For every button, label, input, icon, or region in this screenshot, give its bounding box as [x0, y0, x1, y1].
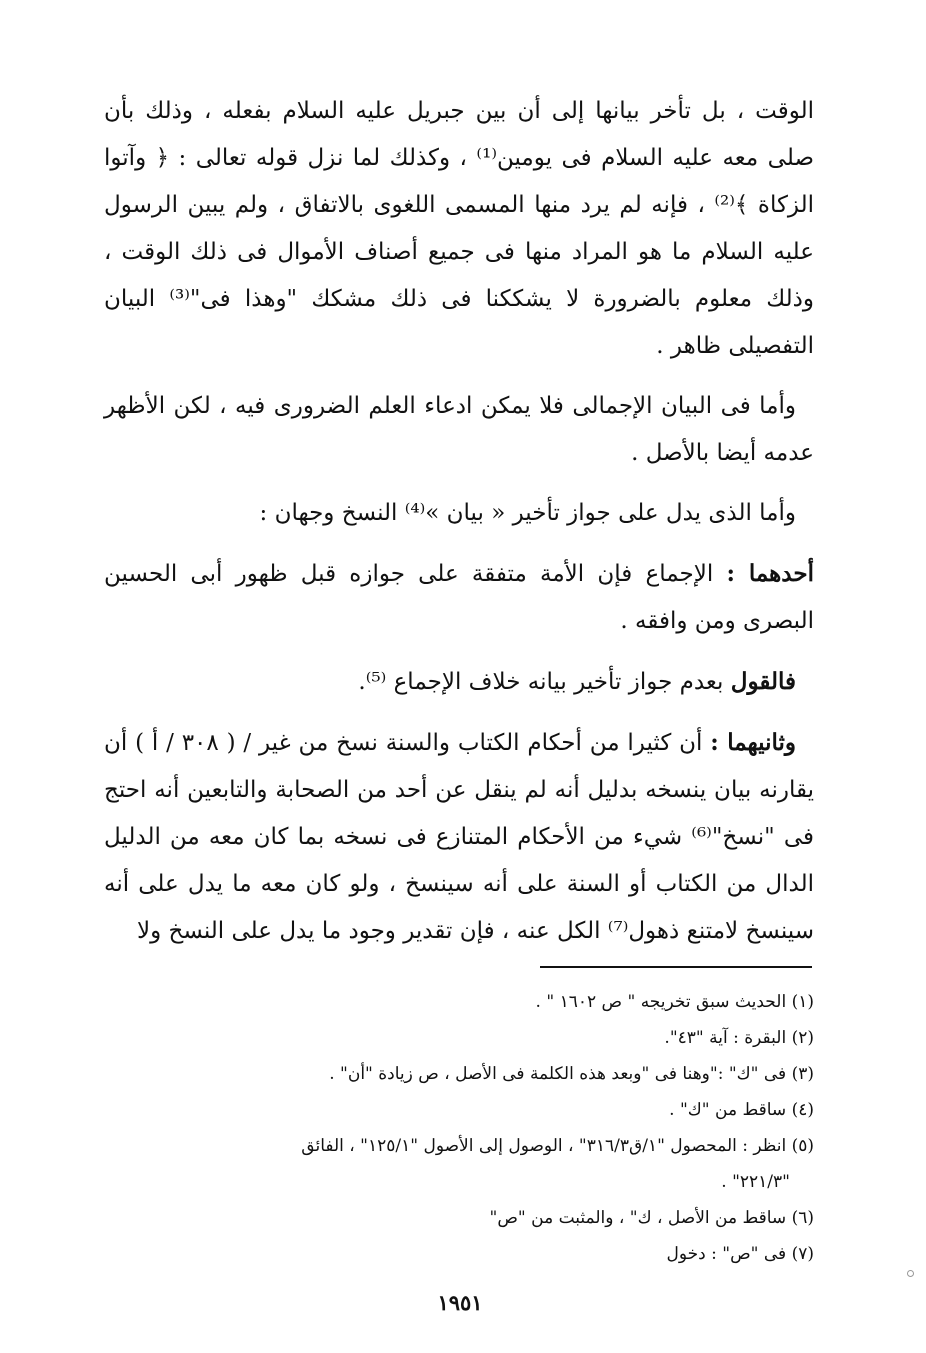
paragraph-6-lead: وثانيهما :	[710, 729, 797, 756]
paragraph-5-text: بعدم جواز تأخير بيانه خلاف الإجماع ⁽⁵⁾.	[358, 669, 731, 695]
footnote-7: (٧) فى "ص" : دخول	[666, 1244, 814, 1264]
paragraph-5-lead: فالقول	[730, 668, 796, 695]
footnote-6: (٦) ساقط من الأصل ، ك" ، والمثبت من "ص"	[489, 1208, 814, 1228]
paragraph-3: وأما الذى يدل على جواز تأخير « بيان »⁽⁴⁾ النسخ وجهان :	[259, 500, 796, 526]
paragraph-4-text: الإجماع فإن الأمة متفقة على جوازه قبل ظهور أبى الحسين البصرى ومن وافقه .	[104, 561, 814, 634]
page-number: ١٩٥١	[437, 1290, 483, 1315]
paragraph-6-text: أن كثيرا من أحكام الكتاب والسنة نسخ من غير / ( ٣٠٨ / أ ) أن يقارنه بيان ينسخه بدليل أنه لم ينقل عن أحد من الصحابة والتابعين أنه احتج فى "نسخ"⁽⁶⁾ شيء من الأحكام المتنازع فى نسخه بما كان معه من الدليل الدال من الكتاب أو السنة على أنه سينسخ ، ولو كان معه ما يدل على أنه سينسخ لامتنع ذهول⁽⁷⁾ الكل عنه ، فإن تقدير وجود ما يدل على النسخ ولا	[104, 730, 814, 944]
footnote-1: (١) الحديث سبق تخريجه " ص ١٦٠٢ " .	[535, 992, 814, 1012]
footnote-2: (٢) البقرة : آية "٤٣".	[664, 1028, 814, 1048]
paragraph-6	[104, 719, 814, 955]
footnote-5: (٥) انظر : المحصول "١/ق٣١٦/٣" ، الوصول إلى الأصول "١٢٥/١" ، الفائق	[301, 1136, 814, 1156]
paragraph-1: الوقت ، بل تأخر بيانها إلى أن بين جبريل عليه السلام بفعله ، وذلك بأن صلى معه عليه السلام فى يومين⁽¹⁾ ، وكذلك لما نزل قوله تعالى : ﴿ وآتوا الزكاة ﴾⁽²⁾ ، فإنه لم يرد منها المسمى اللغوى بالاتفاق ، ولم يبين الرسول عليه السلام ما هو المراد منها فى جميع أصناف الأموال فى ذلك الوقت ، وذلك معلوم بالضرورة لا يشككنا فى ذلك مشكك "وهذا فى"⁽³⁾ البيان التفصيلى ظاهر .	[104, 98, 815, 359]
paragraph-4	[104, 550, 814, 645]
paragraph-5	[104, 658, 814, 706]
footnote-separator	[540, 966, 812, 968]
footnote-5-continuation: "٢٢١/٣" .	[721, 1172, 790, 1192]
scan-mark	[907, 1270, 914, 1277]
footnotes	[104, 984, 814, 1272]
paragraph-2: وأما فى البيان الإجمالى فلا يمكن ادعاء العلم الضرورى فيه ، لكن الأظهر عدمه أيضا بالأصل .	[104, 393, 814, 466]
footnote-4: (٤) ساقط من "ك" .	[669, 1100, 814, 1120]
main-text	[104, 88, 814, 968]
footnote-3: (٣) فى "ك" :"وهنا فى "وبعد هذه الكلمة فى الأصل ، ص زيادة "أن" .	[329, 1064, 814, 1084]
paragraph-4-lead: أحدهما :	[726, 560, 814, 587]
